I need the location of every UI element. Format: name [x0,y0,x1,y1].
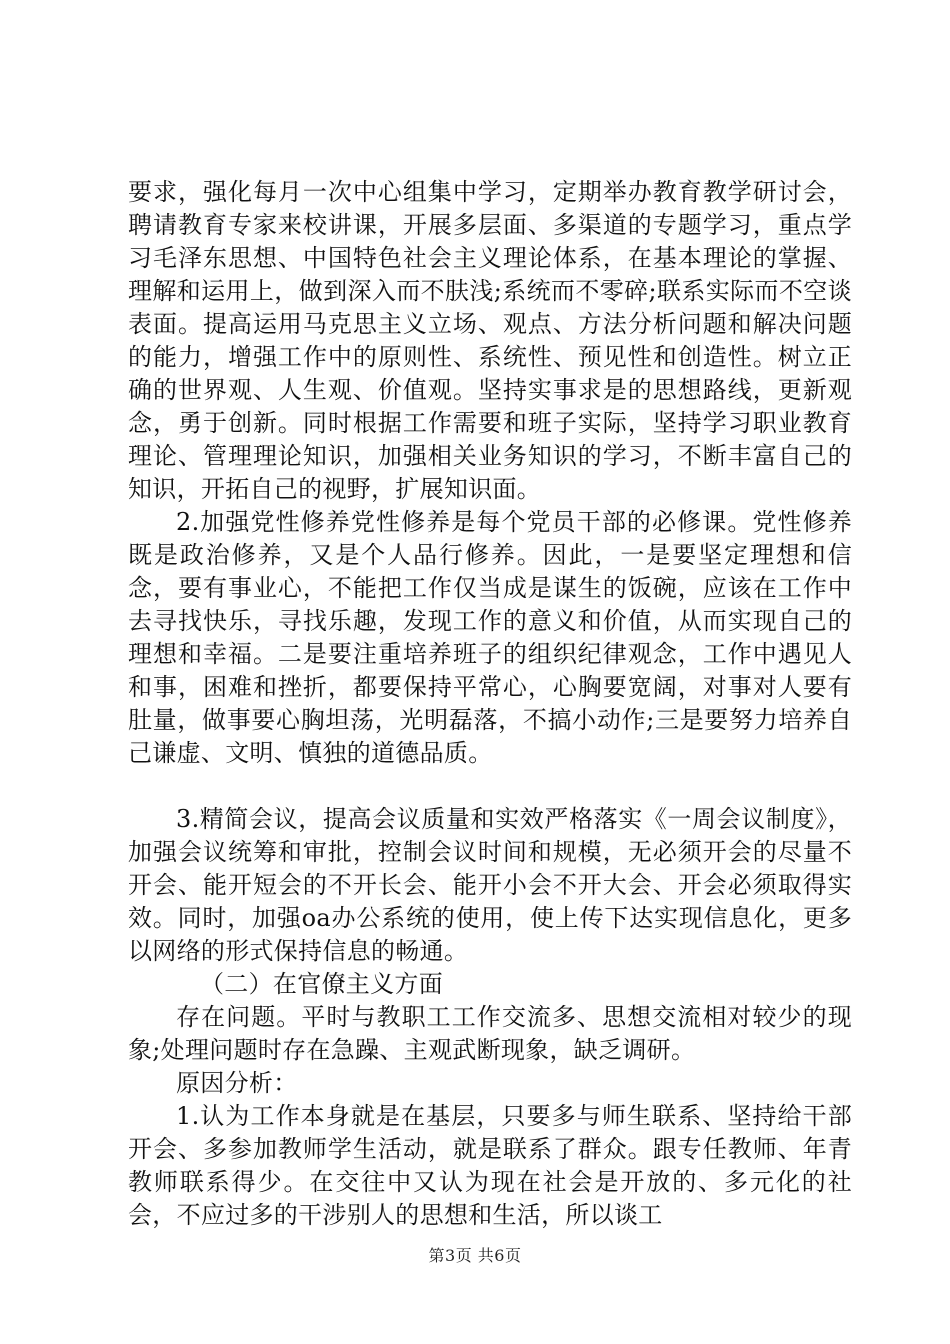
paragraph-study-requirements: 要求，强化每月一次中心组集中学习，定期举办教育教学研讨会，聘请教育专家来校讲课，开展多层面、多渠道的专题学习，重点学习毛泽东思想、中国特色社会主义理论体系，在基本理论的掌握、理解和运用上，做到深入而不肤浅;系统而不零碎;联系实际而不空谈表面。提高运用马克思主义立场、观点、方法分析问题和解决问题的能力，增强工作中的原则性、系统性、预见性和创造性。树立正确的世界观、人生观、价值观。坚持实事求是的思想路线，更新观念，勇于创新。同时根据工作需要和班子实际，坚持学习职业教育理论、管理理论知识，加强相关业务知识的学习，不断丰富自己的知识，开拓自己的视野，扩展知识面。 [128,178,852,503]
paragraph-existing-problems: 存在问题。平时与教职工工作交流多、思想交流相对较少的现象;处理问题时存在急躁、主观武断现象，缺乏调研。 [128,1003,852,1064]
page-footer: 第3页 共6页 [428,1246,522,1265]
paragraph-cause-one: 1.认为工作本身就是在基层，只要多与师生联系、坚持给干部开会、多参加教师学生活动，就是联系了群众。跟专任教师、年青教师联系得少。在交往中又认为现在社会是开放的、多元化的社会，不应过多的干涉别人的思想和生活，所以谈工 [128,1102,852,1229]
paragraph-party-cultivation: 2.加强党性修养党性修养是每个党员干部的必修课。党性修养既是政治修养，又是个人品行修养。因此，一是要坚定理想和信念，要有事业心，不能把工作仅当成是谋生的饭碗，应该在工作中去寻找快乐，寻找乐趣，发现工作的意义和价值，从而实现自己的理想和幸福。二是要注重培养班子的组织纪律观念，工作中遇见人和事，困难和挫折，都要保持平常心，心胸要宽阔，对事对人要有肚量，做事要心胸坦荡，光明磊落，不搞小动作;三是要努力培养自己谦虚、文明、慎独的道德品质。 [128,508,852,767]
paragraph-cause-analysis-label: 原因分析： [176,1069,298,1097]
document-body [128,176,852,1232]
section-heading-bureaucratism: （二）在官僚主义方面 [200,970,443,998]
paragraph-streamline-meetings: 3.精简会议，提高会议质量和实效严格落实《一周会议制度》，加强会议统筹和审批，控制会议时间和规模，无必须开会的尽量不开会、能开短会的不开长会、能开小会不开大会、开会必须取得实效。同时，加强oa办公系统的使用，使上传下达实现信息化，更多以网络的形式保持信息的畅通。 [128,805,852,965]
